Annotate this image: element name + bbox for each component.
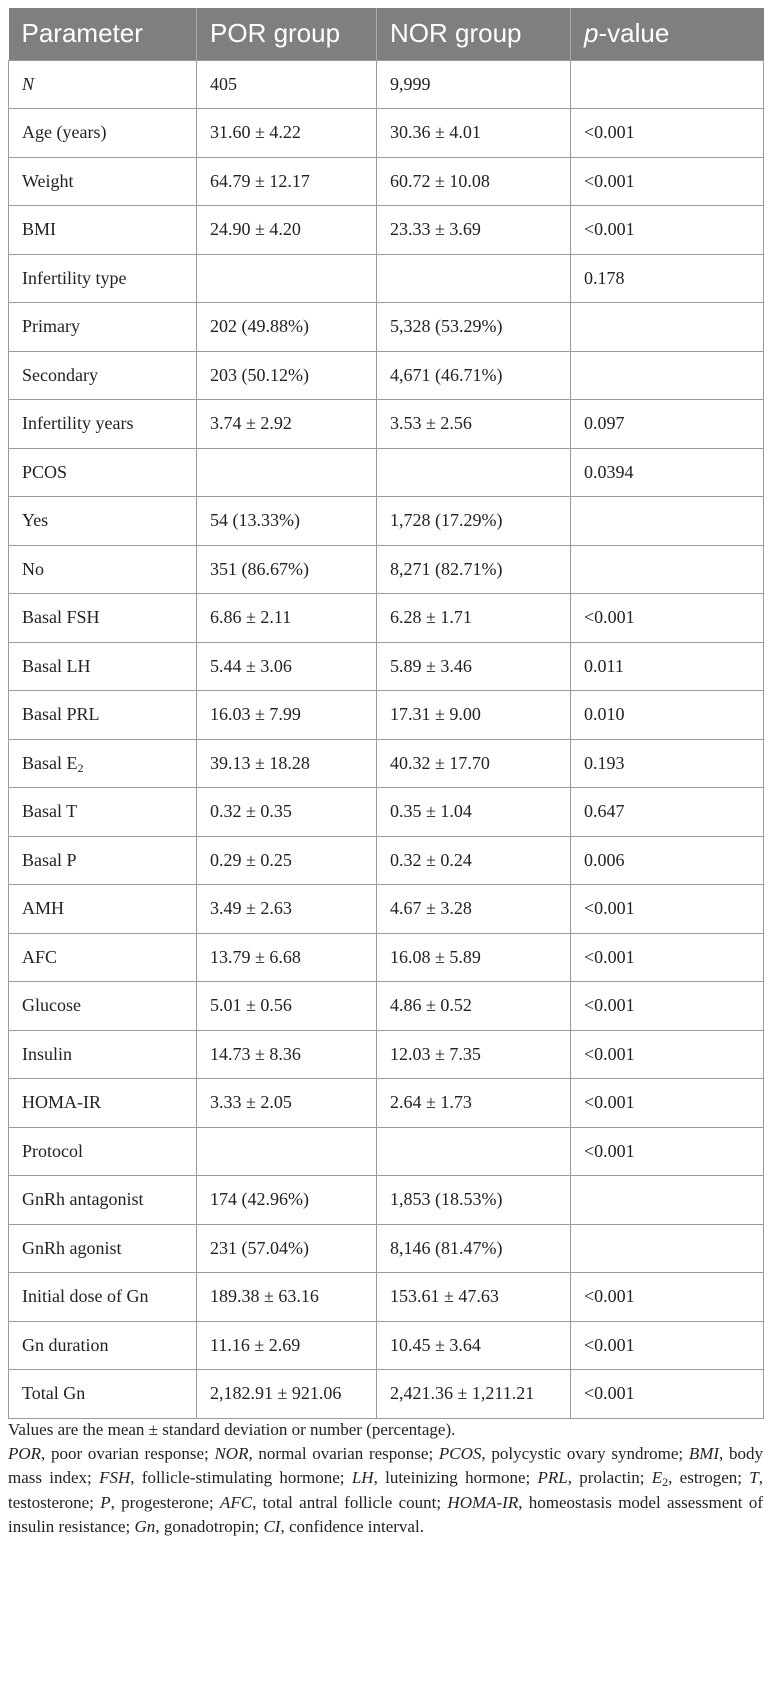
- cell-text: Protocol: [22, 1140, 83, 1161]
- cell-text: AFC: [22, 946, 58, 967]
- cell-p-value: [571, 594, 764, 643]
- cell-text: 0.32 ± 0.35: [210, 801, 292, 822]
- cell-p-value: [571, 206, 764, 255]
- cell-por-group: [197, 351, 377, 400]
- cell-nor-group: [377, 1030, 571, 1079]
- cell-text: 14.73 ± 8.36: [210, 1043, 301, 1064]
- cell-text: <0.001: [584, 122, 635, 143]
- cell-parameter: [9, 1079, 197, 1128]
- abbreviation-definition: , testosterone;: [8, 1468, 763, 1512]
- cell-text: 231 (57.04%): [210, 1237, 309, 1258]
- abbreviation-term: T: [749, 1468, 759, 1488]
- cell-nor-group: [377, 254, 571, 303]
- table-row: [9, 739, 764, 788]
- table-row: [9, 982, 764, 1031]
- cell-p-value: [571, 982, 764, 1031]
- cell-por-group: [197, 739, 377, 788]
- cell-parameter: [9, 545, 197, 594]
- table-row: [9, 836, 764, 885]
- cell-text: NOR group: [390, 18, 522, 49]
- table-header: [9, 8, 764, 60]
- cell-text: -value: [598, 18, 670, 49]
- cell-text: 4.86 ± 0.52: [390, 995, 472, 1016]
- cell-text: 0.193: [584, 752, 625, 773]
- cell-p-value: [571, 1273, 764, 1322]
- cell-nor-group: [377, 788, 571, 837]
- cell-parameter: [9, 1321, 197, 1370]
- cell-text: 3.74 ± 2.92: [210, 413, 292, 434]
- cell-por-group: [197, 497, 377, 546]
- cell-por-group: [197, 157, 377, 206]
- abbreviation-definition: , confidence interval.: [280, 1516, 424, 1536]
- abbreviation-term: PRL: [537, 1468, 568, 1488]
- cell-text: Initial dose of Gn: [22, 1286, 149, 1307]
- cell-text: Secondary: [22, 364, 98, 385]
- cell-por-group: [197, 109, 377, 158]
- cell-nor-group: [377, 1273, 571, 1322]
- cell-por-group: [197, 545, 377, 594]
- abbreviation-term: BMI: [688, 1444, 720, 1464]
- cell-por-group: [197, 303, 377, 352]
- table-row: [9, 1176, 764, 1225]
- cell-parameter: [9, 1224, 197, 1273]
- cell-por-group: [197, 933, 377, 982]
- abbreviation-term: AFC: [220, 1492, 253, 1512]
- cell-text: Gn duration: [22, 1334, 109, 1355]
- cell-por-group: [197, 1321, 377, 1370]
- table-row: [9, 1030, 764, 1079]
- abbreviation-definition: , prolactin;: [567, 1468, 652, 1488]
- abbreviation-term: NOR: [214, 1444, 249, 1464]
- cell-parameter: [9, 594, 197, 643]
- cell-nor-group: [377, 1370, 571, 1419]
- cell-por-group: [197, 982, 377, 1031]
- cell-text: <0.001: [584, 1140, 635, 1161]
- table-row: [9, 1079, 764, 1128]
- cell-text: 60.72 ± 10.08: [390, 170, 490, 191]
- cell-p-value: [571, 642, 764, 691]
- cell-nor-group: [377, 1224, 571, 1273]
- cell-por-group: [197, 1127, 377, 1176]
- column-header-p-value: [571, 8, 764, 60]
- cell-text: Parameter: [21, 18, 143, 49]
- cell-text: 5.44 ± 3.06: [210, 655, 292, 676]
- cell-text: BMI: [22, 219, 57, 240]
- cell-parameter: [9, 497, 197, 546]
- cell-por-group: [197, 836, 377, 885]
- cell-text: 153.61 ± 47.63: [390, 1286, 499, 1307]
- cell-por-group: [197, 206, 377, 255]
- cell-nor-group: [377, 109, 571, 158]
- cell-text: Glucose: [22, 995, 81, 1016]
- table-row: [9, 691, 764, 740]
- abbreviation-definition: , luteinizing hormone;: [373, 1468, 538, 1488]
- table-row: [9, 788, 764, 837]
- cell-text: Basal FSH: [22, 607, 100, 628]
- cell-nor-group: [377, 60, 571, 109]
- cell-text: 9,999: [390, 73, 431, 94]
- abbreviation-term: Gn: [134, 1516, 156, 1536]
- cell-por-group: [197, 400, 377, 449]
- cell-text: 8,271 (82.71%): [390, 558, 503, 579]
- cell-text: 0.0394: [584, 461, 634, 482]
- cell-nor-group: [377, 1127, 571, 1176]
- cell-text: 189.38 ± 63.16: [210, 1286, 319, 1307]
- cell-text: 203 (50.12%): [210, 364, 309, 385]
- cell-text: <0.001: [584, 1043, 635, 1064]
- cell-parameter: [9, 60, 197, 109]
- cell-nor-group: [377, 836, 571, 885]
- cell-text: 31.60 ± 4.22: [210, 122, 301, 143]
- cell-parameter: [9, 885, 197, 934]
- cell-text: 174 (42.96%): [210, 1189, 309, 1210]
- table-row: [9, 642, 764, 691]
- cell-text: 0.32 ± 0.24: [390, 849, 472, 870]
- cell-por-group: [197, 594, 377, 643]
- cell-parameter: [9, 1370, 197, 1419]
- cell-text: 10.45 ± 3.64: [390, 1334, 481, 1355]
- cell-parameter: [9, 1273, 197, 1322]
- cell-text: Infertility years: [22, 413, 134, 434]
- cell-nor-group: [377, 933, 571, 982]
- table-row: [9, 60, 764, 109]
- cell-nor-group: [377, 545, 571, 594]
- cell-text: 0.010: [584, 704, 625, 725]
- cell-text: 40.32 ± 17.70: [390, 752, 490, 773]
- cell-text: GnRh antagonist: [22, 1189, 144, 1210]
- cell-text: <0.001: [584, 1092, 635, 1113]
- cell-por-group: [197, 1176, 377, 1225]
- cell-nor-group: [377, 400, 571, 449]
- cell-text: <0.001: [584, 607, 635, 628]
- cell-p-value: [571, 351, 764, 400]
- cell-nor-group: [377, 642, 571, 691]
- cell-text: No: [22, 558, 44, 579]
- cell-text: POR group: [210, 18, 341, 49]
- cell-p-value: [571, 691, 764, 740]
- abbreviation-definition: , follicle-stimulating hormone;: [130, 1468, 352, 1488]
- cell-p-value: [571, 1127, 764, 1176]
- abbreviation-definition: , normal ovarian response;: [248, 1444, 439, 1464]
- table-row: [9, 1127, 764, 1176]
- cell-p-value: [571, 545, 764, 594]
- cell-text: 0.178: [584, 267, 625, 288]
- cell-por-group: [197, 1370, 377, 1419]
- cell-por-group: [197, 254, 377, 303]
- cell-text: <0.001: [584, 219, 635, 240]
- column-header-por-group: [197, 8, 377, 60]
- abbreviation-definition: , total antral follicle count;: [252, 1492, 448, 1512]
- cell-text: 1,728 (17.29%): [390, 510, 503, 531]
- cell-text: Age (years): [22, 122, 107, 143]
- cell-text: 5,328 (53.29%): [390, 316, 503, 337]
- cell-text: 64.79 ± 12.17: [210, 170, 310, 191]
- cell-p-value: [571, 1370, 764, 1419]
- cell-por-group: [197, 885, 377, 934]
- cell-text: 4,671 (46.71%): [390, 364, 503, 385]
- table-row: [9, 1321, 764, 1370]
- abbreviation-term: E: [651, 1468, 663, 1488]
- abbreviation-definition: , poor ovarian response;: [41, 1444, 215, 1464]
- cell-p-value: [571, 303, 764, 352]
- cell-p-value: [571, 400, 764, 449]
- cell-text: Basal E: [22, 752, 78, 773]
- cell-text: Total Gn: [22, 1383, 86, 1404]
- cell-text: 2.64 ± 1.73: [390, 1092, 472, 1113]
- cell-p-value: [571, 933, 764, 982]
- abbreviation-term: P: [100, 1492, 111, 1512]
- cell-nor-group: [377, 1079, 571, 1128]
- abbreviations-note: [8, 1442, 763, 1539]
- cell-parameter: [9, 642, 197, 691]
- cell-text: 3.53 ± 2.56: [390, 413, 472, 434]
- abbreviation-definition: , body mass index;: [8, 1444, 764, 1488]
- header-row: [9, 8, 764, 60]
- cell-por-group: [197, 691, 377, 740]
- cell-text: 16.08 ± 5.89: [390, 946, 481, 967]
- cell-parameter: [9, 788, 197, 837]
- table-row: [9, 400, 764, 449]
- column-header-nor-group: [377, 8, 571, 60]
- table-row: [9, 497, 764, 546]
- table-row: [9, 1224, 764, 1273]
- cell-text: Infertility type: [22, 267, 127, 288]
- abbreviation-term: FSH: [99, 1468, 131, 1488]
- cell-text: 12.03 ± 7.35: [390, 1043, 481, 1064]
- cell-text: 3.49 ± 2.63: [210, 898, 292, 919]
- cell-text: GnRh agonist: [22, 1237, 122, 1258]
- cell-nor-group: [377, 206, 571, 255]
- cell-p-value: [571, 254, 764, 303]
- cell-text: AMH: [22, 898, 65, 919]
- cell-text: Basal PRL: [22, 704, 100, 725]
- abbreviation-definition: , polycystic ovary syndrome;: [481, 1444, 689, 1464]
- table-row: [9, 157, 764, 206]
- cell-text: 16.03 ± 7.99: [210, 704, 301, 725]
- cell-text: 3.33 ± 2.05: [210, 1092, 292, 1113]
- cell-p-value: [571, 1079, 764, 1128]
- cell-text: <0.001: [584, 1383, 635, 1404]
- table-row: [9, 254, 764, 303]
- cell-p-value: [571, 1176, 764, 1225]
- cell-text: <0.001: [584, 170, 635, 191]
- cell-p-value: [571, 739, 764, 788]
- cell-text: 0.011: [584, 655, 624, 676]
- abbreviation-definition: , progesterone;: [110, 1492, 220, 1512]
- cell-por-group: [197, 788, 377, 837]
- cell-nor-group: [377, 885, 571, 934]
- cell-text: 23.33 ± 3.69: [390, 219, 481, 240]
- abbreviation-definition: , gonadotropin;: [155, 1516, 264, 1536]
- cell-text: 0.097: [584, 413, 625, 434]
- cell-nor-group: [377, 691, 571, 740]
- cell-parameter: [9, 1127, 197, 1176]
- cell-text: 17.31 ± 9.00: [390, 704, 481, 725]
- cell-nor-group: [377, 448, 571, 497]
- cell-p-value: [571, 788, 764, 837]
- cell-parameter: [9, 206, 197, 255]
- cell-text: 1,853 (18.53%): [390, 1189, 503, 1210]
- cell-text: HOMA-IR: [22, 1092, 101, 1113]
- cell-parameter: [9, 254, 197, 303]
- cell-p-value: [571, 1030, 764, 1079]
- cell-text: <0.001: [584, 898, 635, 919]
- table-row: [9, 303, 764, 352]
- cell-text: Primary: [22, 316, 80, 337]
- cell-p-value: [571, 60, 764, 109]
- italic-text: N: [22, 73, 35, 94]
- italic-text: p: [584, 18, 599, 49]
- abbreviation-definition: , estrogen;: [668, 1468, 750, 1488]
- cell-nor-group: [377, 497, 571, 546]
- cell-por-group: [197, 448, 377, 497]
- cell-por-group: [197, 1224, 377, 1273]
- cell-text: 39.13 ± 18.28: [210, 752, 310, 773]
- cell-parameter: [9, 400, 197, 449]
- cell-parameter: [9, 1030, 197, 1079]
- cell-parameter: [9, 982, 197, 1031]
- table-row: [9, 885, 764, 934]
- cell-nor-group: [377, 303, 571, 352]
- cell-nor-group: [377, 157, 571, 206]
- cell-text: 2,182.91 ± 921.06: [210, 1383, 342, 1404]
- cell-parameter: [9, 109, 197, 158]
- cell-parameter: [9, 691, 197, 740]
- abbreviation-term: CI: [263, 1516, 281, 1536]
- abbreviation-term: HOMA-IR: [447, 1492, 519, 1512]
- cell-parameter: [9, 933, 197, 982]
- cell-parameter: [9, 303, 197, 352]
- values-note: Values are the mean ± standard deviation or number (percentage).: [8, 1420, 456, 1439]
- cell-p-value: [571, 109, 764, 158]
- cell-nor-group: [377, 594, 571, 643]
- cell-parameter: [9, 157, 197, 206]
- cell-text: Basal T: [22, 801, 78, 822]
- table-row: [9, 206, 764, 255]
- table-footnotes: [8, 1418, 763, 1539]
- cell-text: 24.90 ± 4.20: [210, 219, 301, 240]
- cell-text: 351 (86.67%): [210, 558, 309, 579]
- cell-por-group: [197, 642, 377, 691]
- cell-text: PCOS: [22, 461, 68, 482]
- cell-text: 30.36 ± 4.01: [390, 122, 481, 143]
- column-header-parameter: [9, 8, 197, 60]
- cell-nor-group: [377, 1321, 571, 1370]
- cell-por-group: [197, 1079, 377, 1128]
- comparison-table: [8, 8, 764, 1419]
- cell-text: 202 (49.88%): [210, 316, 309, 337]
- cell-nor-group: [377, 1176, 571, 1225]
- cell-text: 6.28 ± 1.71: [390, 607, 472, 628]
- abbreviation-term: POR: [8, 1444, 42, 1464]
- cell-p-value: [571, 1224, 764, 1273]
- abbreviation-subscript: 2: [662, 1475, 669, 1490]
- cell-text: 6.86 ± 2.11: [210, 607, 292, 628]
- cell-parameter: [9, 351, 197, 400]
- cell-text: Insulin: [22, 1043, 73, 1064]
- cell-text: 8,146 (81.47%): [390, 1237, 503, 1258]
- cell-p-value: [571, 885, 764, 934]
- cell-parameter: [9, 1176, 197, 1225]
- cell-nor-group: [377, 982, 571, 1031]
- table-row: [9, 1273, 764, 1322]
- table-row: [9, 109, 764, 158]
- cell-text: 13.79 ± 6.68: [210, 946, 301, 967]
- cell-p-value: [571, 497, 764, 546]
- table-row: [9, 594, 764, 643]
- cell-text: Weight: [22, 170, 74, 191]
- cell-p-value: [571, 836, 764, 885]
- cell-text: 54 (13.33%): [210, 510, 300, 531]
- abbreviation-term: LH: [351, 1468, 374, 1488]
- cell-text: 0.647: [584, 801, 625, 822]
- cell-text: <0.001: [584, 1334, 635, 1355]
- cell-por-group: [197, 1030, 377, 1079]
- table-body: [9, 60, 764, 1418]
- table-row: [9, 545, 764, 594]
- abbreviation-definition: , homeostasis model assessment of insulin resistance;: [8, 1492, 763, 1536]
- cell-text: 2,421.36 ± 1,211.21: [390, 1383, 535, 1404]
- table-row: [9, 933, 764, 982]
- cell-text: <0.001: [584, 995, 635, 1016]
- cell-text: 0.006: [584, 849, 625, 870]
- table-row: [9, 448, 764, 497]
- cell-p-value: [571, 448, 764, 497]
- table-row: [9, 351, 764, 400]
- cell-text: 405: [210, 73, 237, 94]
- cell-p-value: [571, 157, 764, 206]
- cell-p-value: [571, 1321, 764, 1370]
- cell-text: <0.001: [584, 1286, 635, 1307]
- cell-text: Basal P: [22, 849, 77, 870]
- cell-text: 5.89 ± 3.46: [390, 655, 472, 676]
- cell-parameter: [9, 739, 197, 788]
- cell-text: Basal LH: [22, 655, 91, 676]
- table-row: [9, 1370, 764, 1419]
- cell-nor-group: [377, 739, 571, 788]
- cell-text: Yes: [22, 510, 49, 531]
- cell-text: 5.01 ± 0.56: [210, 995, 292, 1016]
- cell-text: 0.35 ± 1.04: [390, 801, 472, 822]
- cell-por-group: [197, 60, 377, 109]
- cell-por-group: [197, 1273, 377, 1322]
- cell-text: 4.67 ± 3.28: [390, 898, 472, 919]
- cell-text: 0.29 ± 0.25: [210, 849, 292, 870]
- cell-parameter: [9, 448, 197, 497]
- cell-text: 11.16 ± 2.69: [210, 1334, 301, 1355]
- cell-text: <0.001: [584, 946, 635, 967]
- subscript: 2: [77, 760, 84, 775]
- abbreviation-term: PCOS: [438, 1444, 482, 1464]
- cell-nor-group: [377, 351, 571, 400]
- cell-parameter: [9, 836, 197, 885]
